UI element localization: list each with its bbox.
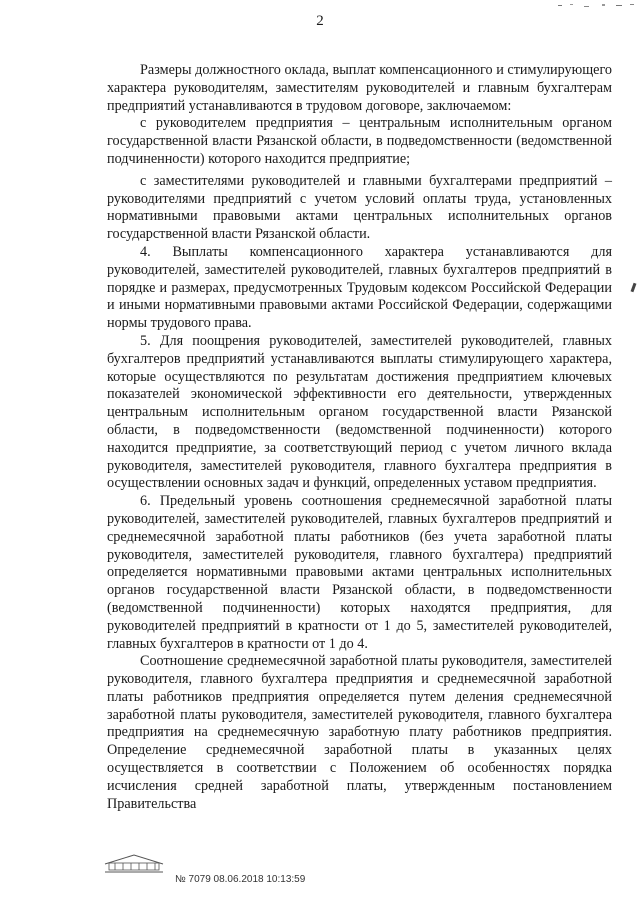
page-number: 2	[316, 13, 324, 29]
paragraph: с заместителями руководителей и главными бухгалтерами предприятий – руководителями предприятий с учетом условий оплаты труда, установленных нормативными правовыми актами центральных исполнительных органов государственной власти Рязанской области.	[107, 172, 612, 243]
paragraph: 6. Предельный уровень соотношения среднемесячной заработной платы руководителей, заместителей руководителей, главных бухгалтеров предприятий и среднемесячной заработной платы работников (без учета заработной платы руководителя, заместителей руководителя, главного бухгалтера) предприятий определяется нормативными правовыми актами центральных исполнительных органов государственной власти Рязанской области, в подведомственности (ведомственной подчиненности) которых находятся предприятия, для руководителей предприятий в кратности от 1 до 5, заместителей руководителей, главных бухгалтеров в кратности от 1 до 4.	[107, 493, 612, 652]
scan-artifact	[550, 0, 640, 10]
document-registration-id: № 7079 08.06.2018 10:13:59	[175, 874, 306, 885]
paragraph: Размеры должностного оклада, выплат компенсационного и стимулирующего характера руководителям, заместителям руководителей и главным бухгалтерам предприятий устанавливаются в трудовом договоре, заключаемом:	[107, 62, 612, 114]
paragraph: Соотношение среднемесячной заработной платы руководителя, заместителей руководителя, главного бухгалтера предприятия и среднемесячной заработной платы работников предприятия определяется путем деления среднемесячной заработной платы руководителя, заместителей руководителя, главного бухгалтера предприятия на среднемесячную заработную плату работников предприятия. Определение среднемесячной заработной платы в указанных целях осуществляется в соответствии с Положением об особенностях порядка исчисления средней заработной платы, утвержденным постановлением Правительства	[107, 653, 612, 812]
registry-stamp-icon	[101, 852, 167, 874]
document-body	[107, 62, 612, 813]
margin-mark	[631, 283, 637, 292]
paragraph: с руководителем предприятия – центральным исполнительным органом государственной власти Рязанской области, в подведомственности (ведомственной подчиненности) которого находится предприятие;	[107, 115, 612, 167]
paragraph: 4. Выплаты компенсационного характера устанавливаются для руководителей, заместителей руководителей, главных бухгалтеров предприятий в порядке и размерах, предусмотренных Трудовым кодексом Российской Федерации и иными нормативными правовыми актами Российской Федерации, содержащими нормы трудового права.	[107, 243, 612, 332]
paragraph: 5. Для поощрения руководителей, заместителей руководителей, главных бухгалтеров предприятий устанавливаются выплаты стимулирующего характера, которые осуществляются по результатам достижения предприятием ключевых показателей экономической эффективности его деятельности, утвержденных центральным исполнительным органом государственной власти Рязанской области, в подведомственности (ведомственной подчиненности) которого находится предприятие, за соответствующий период с учетом личного вклада руководителя, заместителей руководителя, главного бухгалтера предприятия в осуществлении основных задач и функций, определенных уставом предприятия.	[107, 332, 612, 492]
